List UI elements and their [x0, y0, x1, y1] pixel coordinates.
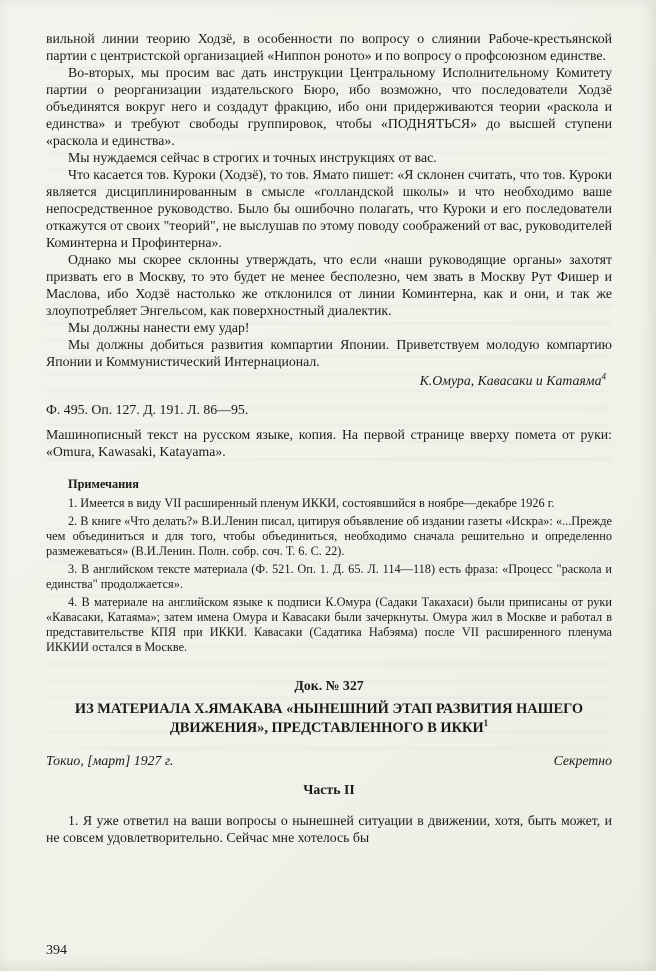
dateline	[46, 752, 612, 769]
notes-heading: Примечания	[68, 477, 139, 491]
signature-text: К.Омура, Кавасаки и Катаяма	[419, 373, 602, 388]
note-item: 1. Имеется в виду VII расширенный пленум ИККИ, состоявшийся в ноябре—декабре 1926 г.	[68, 496, 555, 510]
dateline-place-date: Токио, [март] 1927 г.	[46, 753, 174, 768]
doc-title-text: ИЗ МАТЕРИАЛА Х.ЯМАКАВА «НЫНЕШНИЙ ЭТАП РАЗВИТИЯ НАШЕГО ДВИЖЕНИЯ», ПРЕДСТАВЛЕННОГО В ИККИ	[74, 701, 584, 736]
paragraph: Мы должны добиться развития компартии Японии. Приветствуем молодую компартию Японии и Коммунистический Интернационал.	[46, 337, 612, 369]
footnote-ref: 4	[601, 371, 606, 382]
note-item: 4. В материале на английском языке к подписи К.Омура (Садаки Такахаси) были приписаны от руки «Кавасаки, Катаяма»; затем имена Омура и Кавасаки были зачеркнуты. Омура жил в Москве и работал в представительстве КПЯ при ИККИ. Кавасаки (Садатика Набэяма) после VII расширенного пленума ИККИИ остался в Москве.	[46, 595, 612, 654]
classification-label: Секретно	[553, 753, 612, 768]
part-heading: Часть II	[303, 782, 355, 797]
paragraph: 1. Я уже ответил на ваши вопросы о нынешней ситуации в движении, хотя, быть может, и не совсем удовлетворительно. Сейчас мне хотелось бы	[46, 813, 612, 845]
signature	[46, 372, 612, 389]
paragraph: Во-вторых, мы просим вас дать инструкции Центральному Исполнительному Комитету партии о реорганизации издательского Бюро, ибо возможно, что последователи Ходзё объединятся вокруг него и создадут фракцию, ибо они придерживаются теории «раскола и единства» и требуют свободы группировок, чтобы «ПОДНЯТЬСЯ» до высшей ступени «раскола и единства».	[46, 65, 612, 148]
footnote-ref: 1	[483, 718, 489, 729]
paragraph: Мы должны нанести ему удар!	[68, 320, 250, 335]
doc-number: Док. № 327	[294, 678, 364, 693]
paragraph: Что касается тов. Куроки (Ходзё), то тов. Ямато пишет: «Я склонен считать, что тов. Куроки является дисциплинированным в смысле «голландской школы» и что необходимо ваше непосредственное руководство. Было бы ошибочно полагать, что Куроки и его последователи откажутся от своих "теорий", не выслушав по этому поводу соображений от вас, руководителей Коминтерна и Профинтерна».	[46, 167, 612, 250]
archive-reference: Ф. 495. Оп. 127. Д. 191. Л. 86—95.	[46, 402, 249, 417]
paragraph: вильной линии теорию Ходзё, в особенности по вопросу о слиянии Рабоче-крестьянской партии с центристской организацией «Ниппон роното» и по вопросу о профсоюзном единстве.	[46, 31, 612, 63]
page-number: 394	[46, 943, 67, 958]
paragraph: Мы нуждаемся сейчас в строгих и точных инструкциях от вас.	[68, 150, 437, 165]
note-item: 3. В английском тексте материала (Ф. 521. Оп. 1. Д. 65. Л. 114—118) есть фраза: «Процесс "раскола и единства" продолжается».	[46, 562, 612, 591]
paragraph: Однако мы скорее склонны утверждать, что если «наши руководящие органы» захотят призвать его в Москву, то это будет не менее бесполезно, чем звать в Москву Рут Фишер и Маслова, ибо Ходзё настолько же отклонился от линии Коминтерна, как и они, и так же злоупотребляет Энгельсом, как поверхностный диалектик.	[46, 252, 612, 318]
note-item: 2. В книге «Что делать?» В.И.Ленин писал, цитируя объявление об издании газеты «Искра»: «...Прежде чем объединиться и для того, чтобы объединиться, необходимо сначала решительно и определенно размежеваться» (В.И.Ленин. Полн. собр. соч. Т. 6. С. 22).	[46, 514, 612, 558]
doc-title	[46, 700, 612, 738]
source-note: Машинописный текст на русском языке, копия. На первой странице вверху помета от руки: «Omura, Kawasaki, Katayama».	[46, 427, 612, 459]
